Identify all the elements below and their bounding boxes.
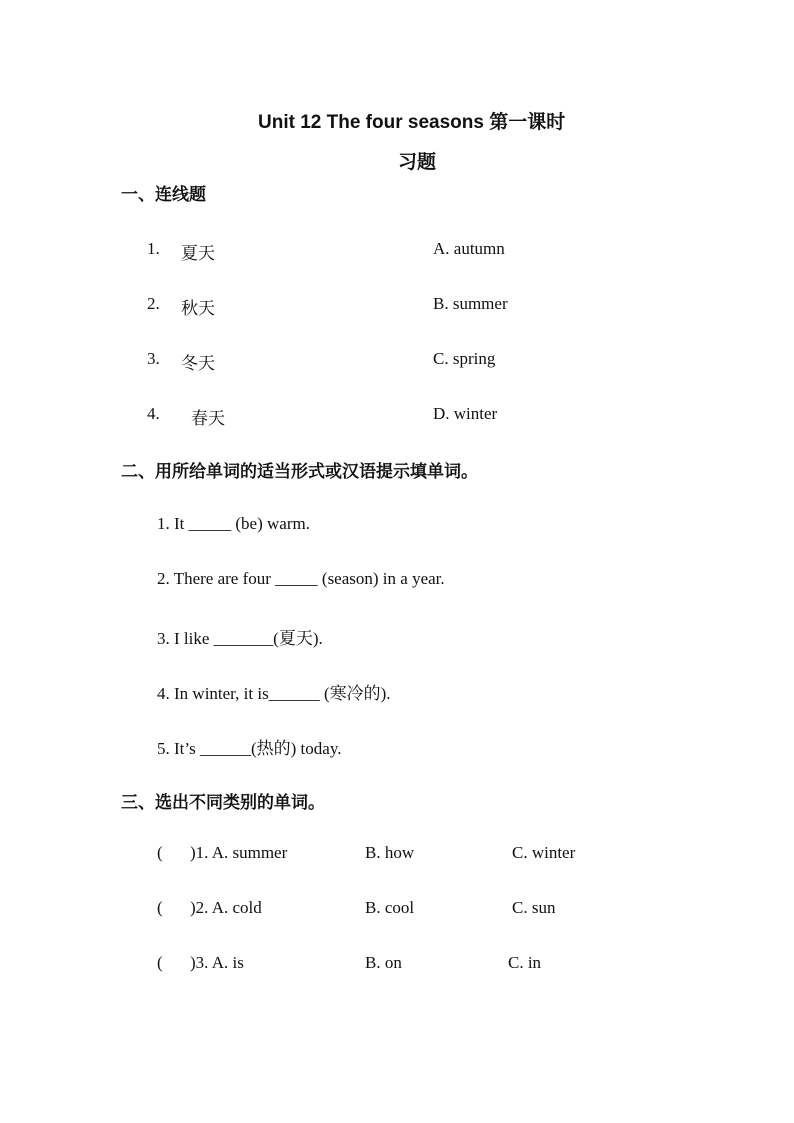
choice-option-a: )3. A. is (190, 953, 244, 972)
match-item-num: 1. (147, 239, 160, 258)
choice-option-b: B. how (365, 843, 415, 862)
match-item-chinese: 夏天 (181, 244, 215, 263)
choice-option-a: )1. A. summer (190, 843, 288, 862)
section-2-heading: 二、用所给单词的适当形式或汉语提示填单词。 (121, 462, 478, 482)
match-item-chinese: 冬天 (181, 354, 215, 373)
choice-option-b: B. cool (365, 898, 415, 917)
fill-blank-item: 1. It _____ (be) warm. (157, 514, 310, 533)
page-title: Unit 12 The four seasons 第一课时 (258, 112, 566, 133)
choice-paren: ( (157, 898, 163, 917)
fill-blank-item: 4. In winter, it is______ (寒冷的). (157, 684, 391, 703)
match-item-num: 2. (147, 294, 160, 313)
match-item-num: 4. (147, 404, 160, 423)
choice-option-c: C. winter (512, 843, 576, 862)
section-1-heading: 一、连线题 (121, 185, 206, 205)
fill-blank-item: 5. It’s ______(热的) today. (157, 739, 342, 758)
choice-option-c: C. in (508, 953, 542, 972)
match-item-english: C. spring (433, 349, 496, 368)
match-item-chinese: 秋天 (181, 299, 215, 318)
fill-blank-item: 2. There are four _____ (season) in a year. (157, 569, 445, 588)
match-item-english: A. autumn (433, 239, 505, 258)
choice-paren: ( (157, 953, 163, 972)
choice-paren: ( (157, 843, 163, 862)
match-item-num: 3. (147, 349, 160, 368)
page-subtitle: 习题 (398, 152, 437, 173)
match-item-english: B. summer (433, 294, 508, 313)
choice-option-c: C. sun (512, 898, 556, 917)
choice-option-a: )2. A. cold (190, 898, 262, 917)
choice-option-b: B. on (365, 953, 402, 972)
match-item-chinese: 春天 (191, 409, 225, 428)
fill-blank-item: 3. I like _______(夏天). (157, 629, 323, 648)
match-item-english: D. winter (433, 404, 498, 423)
section-3-heading: 三、选出不同类别的单词。 (121, 793, 325, 813)
